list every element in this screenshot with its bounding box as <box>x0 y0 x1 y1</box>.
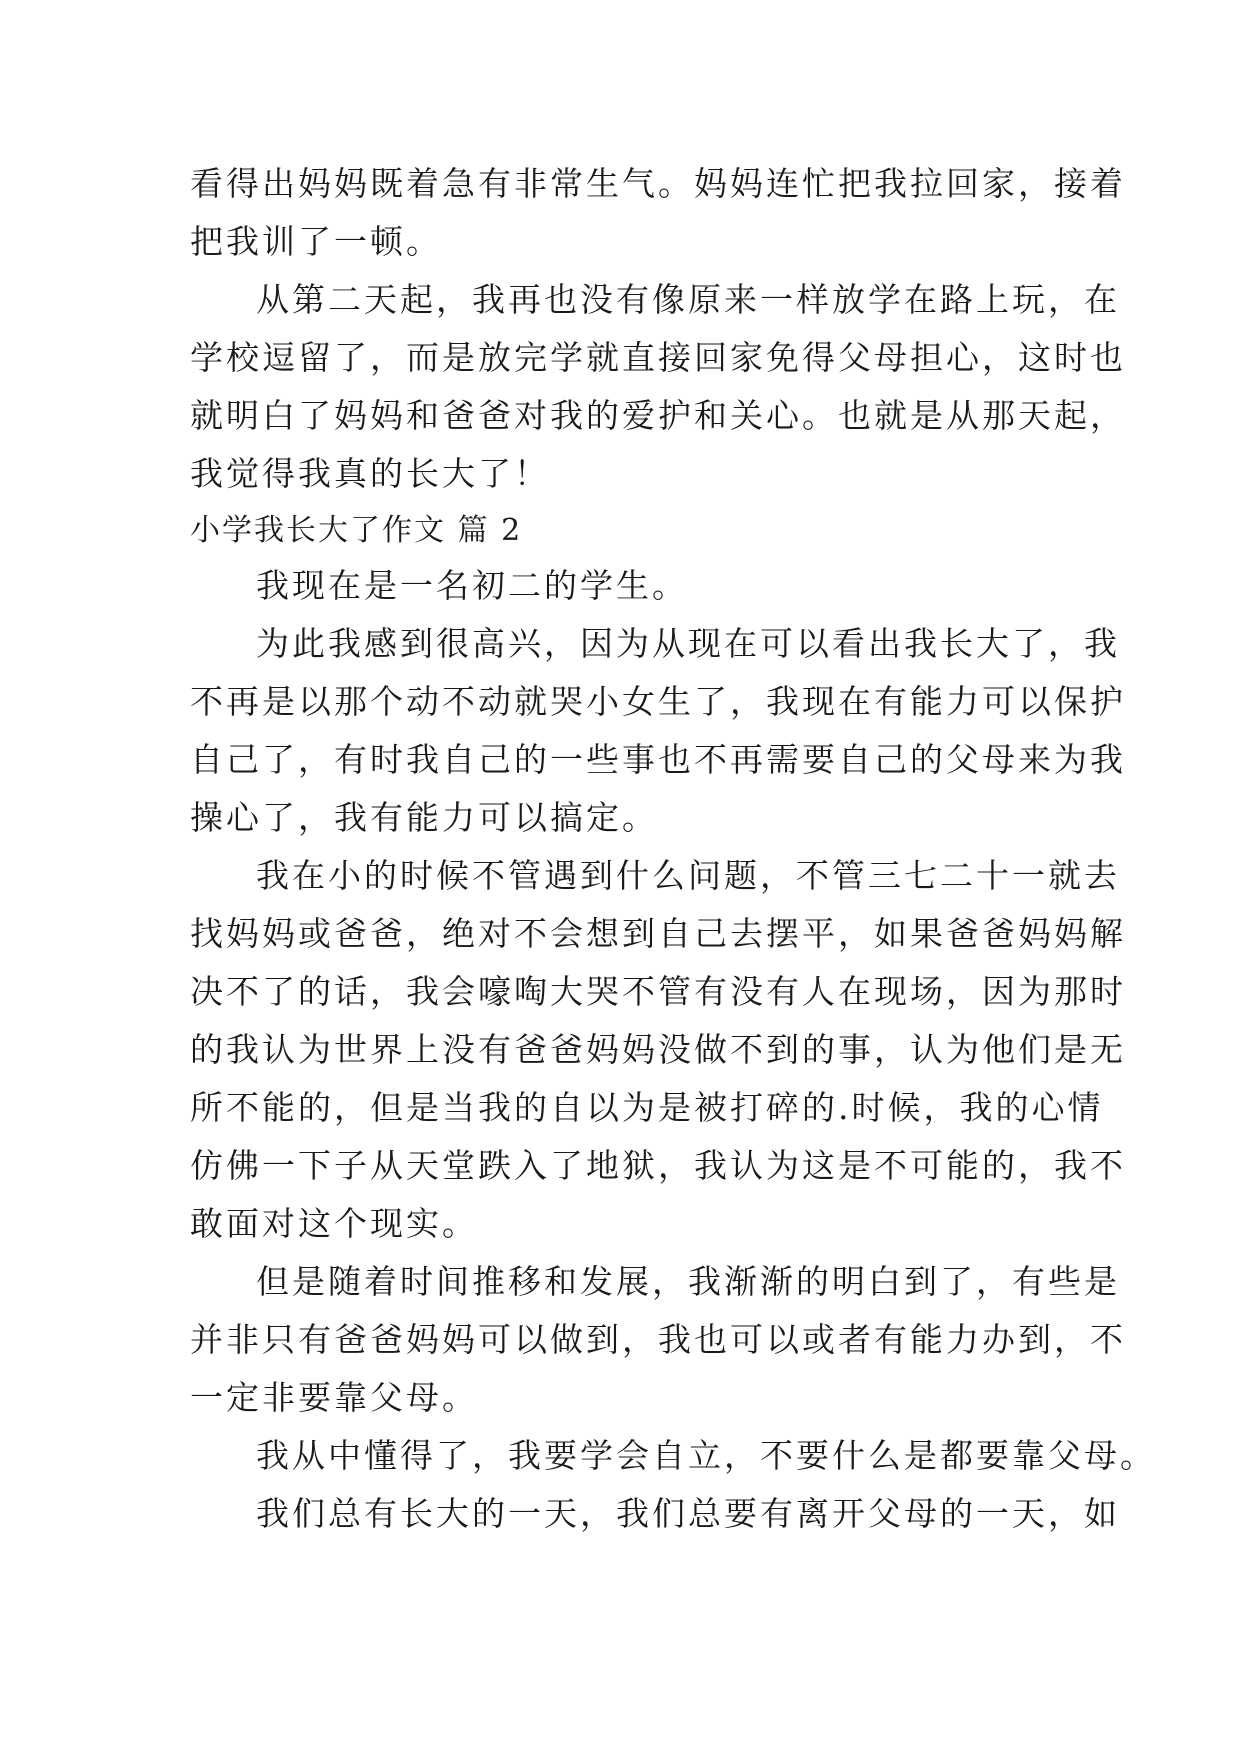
section-heading: 小学我长大了作文 篇 2 <box>190 513 523 548</box>
text-line: 并非只有爸爸妈妈可以做到，我也可以或者有能力办到，不 <box>190 1320 1126 1359</box>
paragraph-start-line: 从第二天起，我再也没有像原来一样放学在路上玩，在 <box>256 280 1120 319</box>
text-line: 仿佛一下子从天堂跌入了地狱，我认为这是不可能的，我不 <box>190 1146 1126 1185</box>
paragraph-start-line: 我在小的时候不管遇到什么问题，不管三七二十一就去 <box>256 856 1120 895</box>
paragraph-start-line: 我从中懂得了，我要学会自立，不要什么是都要靠父母。 <box>256 1436 1156 1475</box>
text-line: 的我认为世界上没有爸爸妈妈没做不到的事，认为他们是无 <box>190 1030 1126 1069</box>
paragraph-start-line: 我现在是一名初二的学生。 <box>256 566 688 605</box>
text-line: 学校逗留了，而是放完学就直接回家免得父母担心，这时也 <box>190 338 1126 377</box>
text-line: 所不能的，但是当我的自以为是被打碎的.时候，我的心情 <box>190 1088 1104 1127</box>
text-line: 敢面对这个现实。 <box>190 1204 478 1243</box>
paragraph-start-line: 我们总有长大的一天，我们总要有离开父母的一天，如 <box>256 1494 1120 1533</box>
document-body <box>190 155 1156 1543</box>
text-line: 看得出妈妈既着急有非常生气。妈妈连忙把我拉回家，接着 <box>190 164 1126 203</box>
paragraph-start-line: 但是随着时间推移和发展，我渐渐的明白到了，有些是 <box>256 1262 1120 1301</box>
text-line: 决不了的话，我会嚎啕大哭不管有没有人在现场，因为那时 <box>190 972 1126 1011</box>
text-line: 就明白了妈妈和爸爸对我的爱护和关心。也就是从那天起， <box>190 396 1126 435</box>
text-line: 把我训了一顿。 <box>190 222 442 261</box>
paragraph-start-line: 为此我感到很高兴，因为从现在可以看出我长大了，我 <box>256 624 1120 663</box>
text-line: 操心了，我有能力可以搞定。 <box>190 798 658 837</box>
text-line: 我觉得我真的长大了！ <box>190 454 550 493</box>
text-line: 不再是以那个动不动就哭小女生了，我现在有能力可以保护 <box>190 682 1126 721</box>
text-line: 自己了，有时我自己的一些事也不再需要自己的父母来为我 <box>190 740 1126 779</box>
text-line: 一定非要靠父母。 <box>190 1378 478 1417</box>
text-line: 找妈妈或爸爸，绝对不会想到自己去摆平，如果爸爸妈妈解 <box>190 914 1126 953</box>
